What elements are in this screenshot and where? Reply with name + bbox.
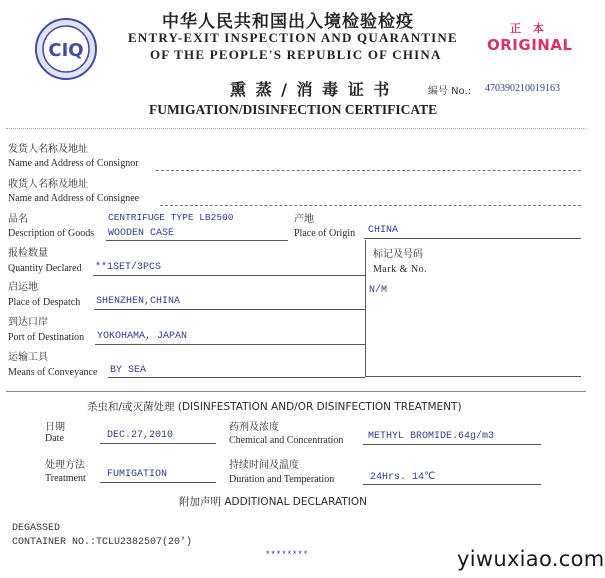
consignee-label-cn: 收货人名称及地址 [8, 179, 88, 190]
conveyance-label-cn: 运输工具 [8, 352, 48, 363]
despatch-value: SHENZHEN,CHINA [96, 296, 181, 307]
destination-value: YOKOHAMA, JAPAN [97, 331, 188, 342]
chemical-underline [363, 444, 541, 445]
treatment-section-title: 杀虫和/或灭菌处理 (DISINFESTATION AND/OR DISINFECTION TREATMENT) [87, 401, 462, 413]
marks-label-en: Mark & No. [373, 264, 428, 275]
goods-value-line1: CENTRIFUGE TYPE LB2500 [108, 212, 234, 223]
destination-label-en: Port of Destination [8, 332, 85, 343]
consignee-underline [160, 205, 581, 206]
method-label-en: Treatment [45, 473, 86, 484]
method-label-cn: 处理方法 [45, 460, 85, 471]
conveyance-underline [108, 377, 365, 378]
conveyance-value: BY SEA [110, 365, 147, 376]
goods-underline [106, 240, 288, 241]
quantity-label-en: Quantity Declared [8, 263, 82, 274]
despatch-label-en: Place of Despatch [8, 297, 81, 308]
destination-label-cn: 到达口岸 [8, 317, 48, 328]
cert-title-en: FUMIGATION/DISINFECTION CERTIFICATE [149, 102, 438, 117]
copy-label-cn: 正 本 [510, 22, 548, 35]
marks-box-left-border [365, 240, 366, 376]
origin-value: CHINA [368, 225, 399, 236]
duration-value: 24Hrs. 14℃ [370, 472, 436, 483]
duration-underline [363, 484, 541, 485]
method-value: FUMIGATION [107, 469, 168, 480]
quantity-underline [93, 275, 365, 276]
quantity-label-cn: 报检数量 [8, 248, 48, 259]
title-en-line1: ENTRY-EXIT INSPECTION AND QUARANTINE [128, 30, 458, 45]
watermark: yiwuxiao.com [457, 547, 605, 571]
treatment-date-label-cn: 日期 [45, 422, 65, 433]
ciq-seal-icon [34, 17, 98, 81]
chemical-label-en: Chemical and Concentration [229, 435, 344, 446]
consignor-label-en: Name and Address of Consignor [8, 158, 139, 169]
marks-value: N/M [369, 285, 388, 296]
title-cn: 中华人民共和国出入境检验检疫 [162, 12, 414, 32]
additional-line1: DEGASSED [12, 523, 61, 534]
consignee-label-en: Name and Address of Consignee [8, 193, 140, 204]
origin-label-en: Place of Origin [294, 228, 356, 239]
duration-label-en: Duration and Temperation [229, 474, 335, 485]
conveyance-label-en: Means of Conveyance [8, 367, 98, 378]
logo-text: CIQ [48, 40, 84, 61]
cert-number-value: 470390210019163 [485, 83, 560, 94]
header-divider [6, 128, 586, 129]
additional-stars: ******** [265, 550, 309, 560]
ciq-logo [34, 17, 98, 81]
title-en-line2: OF THE PEOPLE'S REPUBLIC OF CHINA [150, 47, 442, 62]
method-underline [100, 482, 216, 483]
additional-title: 附加声明 ADDITIONAL DECLARATION [179, 496, 367, 508]
goods-value-line2: WOODEN CASE [108, 228, 175, 239]
treatment-top-border [6, 391, 586, 392]
cert-number-label: 编号 No.: [428, 86, 472, 97]
cert-title-cn: 熏 蒸 / 消 毒 证 书 [230, 80, 392, 99]
despatch-label-cn: 启运地 [8, 282, 38, 293]
chemical-label-cn: 药剂及浓度 [229, 422, 279, 433]
origin-label-cn: 产地 [294, 214, 314, 225]
treatment-date-label-en: Date [45, 433, 64, 444]
quantity-value: **1SET/3PCS [95, 262, 162, 273]
additional-line2: CONTAINER NO.:TCLU2382507(20') [12, 537, 193, 548]
destination-underline [95, 344, 365, 345]
treatment-date-value: DEC.27,2010 [107, 430, 174, 441]
chemical-value: METHYL BROMIDE.64g/m3 [368, 431, 495, 442]
copy-label-en: ORIGINAL [487, 36, 573, 54]
despatch-underline [94, 309, 365, 310]
goods-label-en: Description of Goods [8, 228, 95, 239]
marks-label-cn: 标记及号码 [373, 249, 423, 260]
consignor-underline [156, 170, 581, 171]
duration-label-cn: 持续时间及温度 [229, 460, 299, 471]
origin-underline [364, 238, 581, 239]
treatment-date-underline [100, 443, 216, 444]
fields-bottom-border [365, 376, 581, 377]
goods-label-cn: 品名 [8, 214, 28, 225]
consignor-label-cn: 发货人名称及地址 [8, 144, 88, 155]
